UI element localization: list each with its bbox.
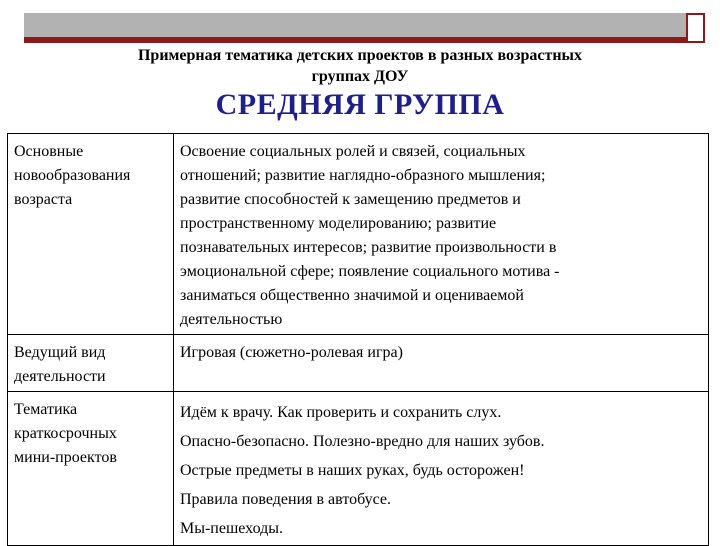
table-row [8, 335, 709, 392]
label-line: Ведущий вид [14, 344, 106, 361]
content-line: деятельностью [180, 311, 283, 328]
content-line: Опасно-безопасно. Полезно-вредно для наших зубов. [180, 433, 545, 450]
content-line: Идём к врачу. Как проверить и сохранить слух. [180, 404, 502, 421]
row-content-cell [174, 335, 709, 392]
header-bar-accent-square [686, 13, 705, 43]
decorative-header-bar [24, 13, 686, 43]
content-line: пространственному моделированию; развитие [180, 215, 497, 232]
content-line: развитие способностей к замещению предметов и [180, 191, 521, 208]
content-line: Острые предметы в наших руках, будь осторожен! [180, 462, 525, 479]
content-line: Мы-пешеходы. [180, 520, 283, 537]
group-title: СРЕДНЯЯ ГРУППА [215, 88, 505, 121]
row-label-cell [8, 134, 174, 335]
content-line: отношений; развитие наглядно-образного мышления; [180, 167, 546, 184]
slide-subtitle [60, 45, 660, 87]
table-row [8, 392, 709, 546]
content-line: Игровая (сюжетно-ролевая игра) [180, 344, 403, 361]
content-line: заниматься общественно значимой и оцениваемой [180, 287, 524, 304]
table-row [8, 134, 709, 335]
content-line: познавательных интересов; развитие произвольности в [180, 239, 557, 256]
subtitle-line: Примерная тематика детских проектов в разных возрастных [137, 47, 583, 64]
project-topics-table [7, 133, 709, 546]
label-line: мини-проектов [14, 449, 117, 466]
row-content-cell [174, 134, 709, 335]
label-line: краткосрочных [14, 425, 117, 442]
label-line: возраста [14, 191, 73, 208]
subtitle-line: группах ДОУ [311, 68, 409, 85]
label-line: деятельности [14, 368, 106, 385]
label-line: Тематика [14, 401, 78, 418]
row-content-cell [174, 392, 709, 546]
label-line: новообразования [14, 167, 131, 184]
content-line: Правила поведения в автобусе. [180, 491, 392, 508]
label-line: Основные [14, 143, 84, 160]
row-label-cell [8, 335, 174, 392]
content-line: Освоение социальных ролей и связей, социальных [180, 143, 526, 160]
content-line: эмоциональной сфере; появление социального мотива - [180, 263, 560, 280]
row-label-cell [8, 392, 174, 546]
